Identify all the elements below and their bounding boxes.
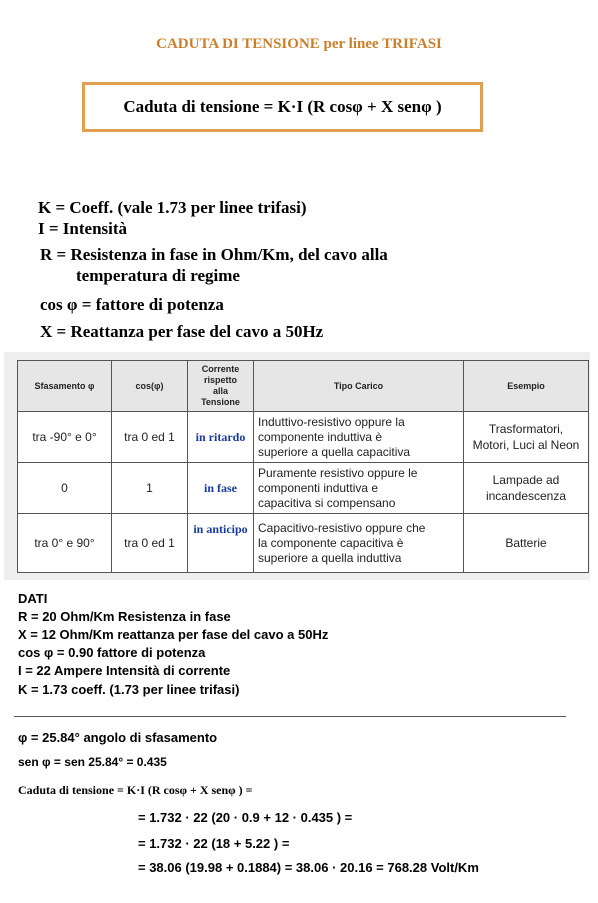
col-header-corrente-label: Corrente rispetto alla Tensione: [201, 364, 240, 407]
table-row: [18, 412, 589, 463]
calc-step: = 1.732 · 22 (18 + 5.22 ) =: [138, 836, 290, 851]
cell-tipo-line: la componente capacitiva è: [258, 535, 404, 550]
cell-corrente: in ritardo: [188, 412, 254, 463]
cell-cos: tra 0 ed 1: [112, 514, 188, 573]
definition-r-cont: temperatura di regime: [76, 266, 240, 285]
dati-line: cos φ = 0.90 fattore di potenza: [18, 645, 206, 660]
calc-step: = 1.732 · 22 (20 · 0.9 + 12 · 0.435 ) =: [138, 810, 353, 825]
cell-esempio-line: Trasformatori,: [488, 422, 564, 436]
dati-line: X = 12 Ohm/Km reattanza per fase del cavo a 50Hz: [18, 627, 329, 642]
cell-esempio: [464, 463, 589, 514]
cell-sfasamento: tra 0° e 90°: [18, 514, 112, 573]
cell-tipo-line: Capacitivo-resistivo oppure che: [258, 520, 426, 535]
definition-k: K = Coeff. (vale 1.73 per linee trifasi): [38, 198, 307, 217]
definition-r: R = Resistenza in fase in Ohm/Km, del cavo alla: [40, 245, 388, 264]
cell-tipo-line: Puramente resistivo oppure le: [258, 465, 418, 480]
col-header-esempio: Esempio: [464, 361, 589, 412]
calc-step-result: = 38.06 (19.98 + 0.1884) = 38.06 · 20.16 = 768.28 Volt/Km: [138, 860, 479, 875]
col-header-cos: cos(φ): [112, 361, 188, 412]
table-row: [18, 463, 589, 514]
phi-result: φ = 25.84° angolo di sfasamento: [18, 730, 218, 745]
formula-text: Caduta di tensione = K·I (R cosφ + X senφ ): [123, 97, 442, 116]
cell-corrente: in fase: [188, 463, 254, 514]
cell-sfasamento: 0: [18, 463, 112, 514]
dati-line: K = 1.73 coeff. (1.73 per linee trifasi): [18, 682, 240, 697]
definition-cos: cos φ = fattore di potenza: [40, 295, 224, 314]
cell-sfasamento: tra -90° e 0°: [18, 412, 112, 463]
sen-result: sen φ = sen 25.84° = 0.435: [18, 755, 167, 769]
cell-tipo-line: componenti induttiva e: [258, 480, 379, 495]
phase-table: [17, 360, 589, 573]
dati-line: R = 20 Ohm/Km Resistenza in fase: [18, 609, 231, 624]
cell-tipo: [254, 412, 464, 463]
col-header-sfasamento: Sfasamento φ: [18, 361, 112, 412]
definition-x: X = Reattanza per fase del cavo a 50Hz: [40, 322, 324, 341]
table-header-row: [18, 361, 589, 412]
cell-tipo-line: superiore a quella induttiva: [258, 550, 402, 565]
cell-esempio: [464, 412, 589, 463]
page-title: CADUTA DI TENSIONE per linee TRIFASI: [156, 36, 442, 52]
formula-box: [82, 82, 483, 132]
cell-tipo: [254, 463, 464, 514]
phase-table-panel: [4, 352, 590, 580]
divider: [14, 716, 566, 717]
cell-tipo-line: Induttivo-resistivo oppure la: [258, 414, 405, 429]
cell-esempio-line: Lampade ad: [492, 473, 560, 487]
dati-heading: DATI: [18, 591, 48, 606]
cell-tipo-line: superiore a quella capacitiva: [258, 444, 411, 459]
definition-i: I = Intensità: [38, 219, 128, 238]
cell-tipo-line: componente induttiva è: [258, 429, 383, 444]
cell-esempio: Batterie: [464, 514, 589, 573]
cell-esempio-line: incandescenza: [485, 489, 567, 503]
cell-cos: 1: [112, 463, 188, 514]
table-row: [18, 514, 589, 573]
cell-corrente: in anticipo: [188, 514, 254, 573]
calc-formula: Caduta di tensione = K·I (R cosφ + X senφ ) =: [18, 783, 253, 797]
cell-esempio-line: Motori, Luci al Neon: [472, 438, 580, 452]
col-header-tipo: Tipo Carico: [254, 361, 464, 412]
cell-cos: tra 0 ed 1: [112, 412, 188, 463]
col-header-corrente: [188, 361, 254, 412]
cell-tipo-line: capacitiva si compensano: [258, 495, 396, 510]
dati-line: I = 22 Ampere Intensità di corrente: [18, 663, 231, 678]
cell-tipo: [254, 514, 464, 573]
